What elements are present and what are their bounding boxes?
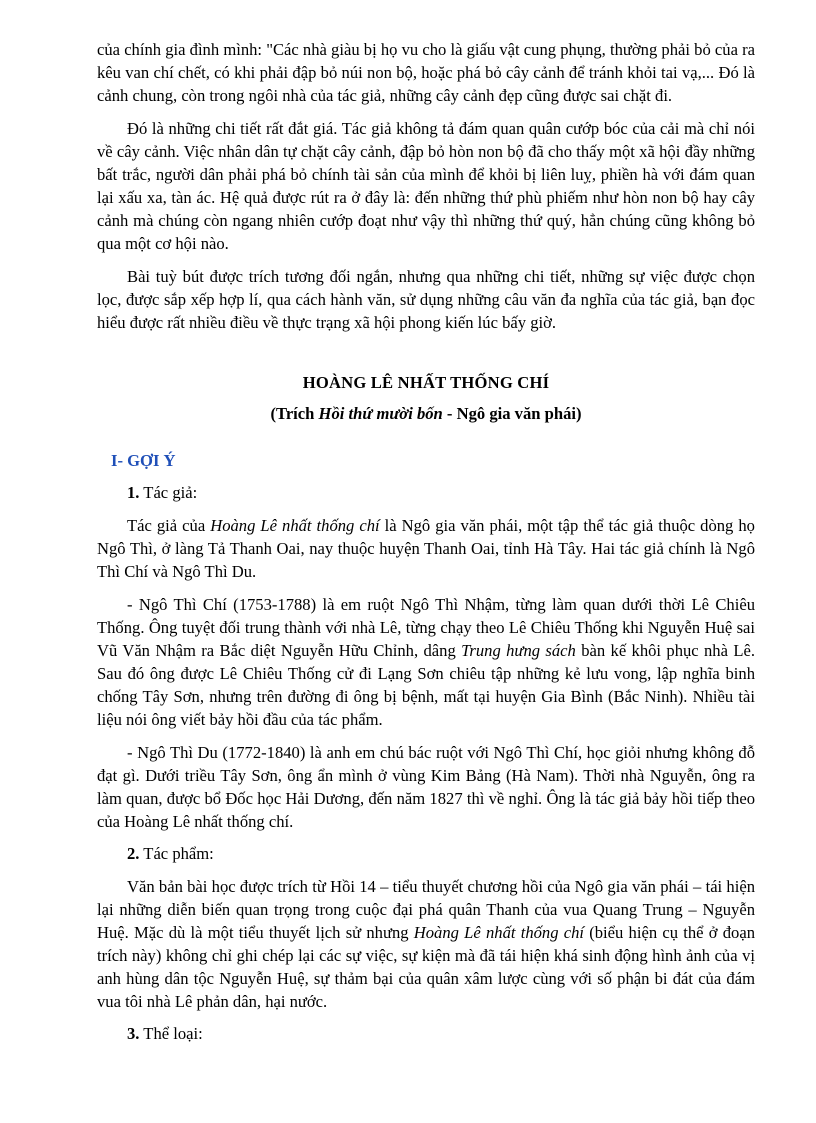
- subtitle-italic: Hồi thứ mười bốn: [318, 404, 443, 423]
- subheading-the-loai: [97, 1022, 755, 1045]
- paragraph-intro: của chính gia đình mình: "Các nhà giàu bị họ vu cho là giấu vật cung phụng, thường phải bỏ của ra kêu van chí chết, có khi phải đập bỏ núi non bộ, hoặc phá bỏ cây cảnh để tránh khỏi tai vạ,... Đó là cảnh chung, còn trong ngôi nhà của tác giả, những cây cảnh đẹp cũng được sai chặt đi.: [97, 40, 755, 105]
- italic-run: Hoàng Lê nhất thống chí: [210, 516, 380, 535]
- document-page: [97, 38, 755, 1045]
- subheading-tac-gia: [97, 481, 755, 504]
- italic-run: Hoàng Lê nhất thống chí: [413, 923, 585, 942]
- text-run: Tác giả của: [127, 516, 211, 535]
- paragraph-author-intro: [97, 514, 755, 583]
- paragraph-summary: Bài tuỳ bút được trích tương đối ngắn, nhưng qua những chi tiết, những sự việc được chọn lọc, được sắp xếp hợp lí, qua cách hành văn, sử dụng những câu văn đa nghĩa của tác giả, bạn đọc hiểu được rất nhiều điều về thực trạng xã hội phong kiến lúc bấy giờ.: [97, 267, 755, 332]
- section-heading: I- GỢI Ý: [111, 451, 176, 470]
- subheading-number: 2.: [127, 844, 140, 863]
- subheading-number: 3.: [127, 1024, 140, 1043]
- page-subtitle: [97, 402, 755, 425]
- italic-run: Trung hưng sách: [461, 641, 576, 660]
- text-run: (biểu hiện cụ thể ở đoạn trích này) không chỉ ghi chép lại các sự việc, sự kiện mà đã tái hiện khá sinh động hình ảnh của vị anh hùng dân tộc Nguyễn Huệ, sự thảm bại của quân xâm lược cùng với số phận bi đát của đám vua tôi nhà Lê phản dân, hại nước.: [97, 923, 755, 1011]
- subheading-label: Tác giả:: [139, 483, 198, 502]
- subheading-number: 1.: [127, 483, 140, 502]
- text-run: bàn kế khôi phục nhà Lê. Sau đó ông được Lê Chiêu Thống cử đi Lạng Sơn chiêu tập những kẻ lưu vong, lập nghĩa binh chống Tây Sơn, nhưng trên đường đi ông bị bệnh, mất tại huyện Gia Bình (Bắc Ninh). Nhiều tài liệu nói ông viết bảy hồi đầu của tác phẩm.: [97, 641, 755, 729]
- subtitle-close: - Ngô gia văn phái): [442, 404, 582, 423]
- text-run: Văn bản bài học được trích từ Hồi 14 – tiểu thuyết chương hồi của Ngô gia văn phái – tái hiện lại những diễn biến quan trọng trong cuộc đại phá quân Thanh của vua Quang Trung – Nguyễn Huệ. Mặc dù là một tiểu thuyết lịch sử nhưng: [97, 877, 755, 942]
- subtitle-open: (Trích: [270, 404, 319, 423]
- paragraph-work: [97, 875, 755, 1013]
- subheading-tac-pham: [97, 842, 755, 865]
- page-title: HOÀNG LÊ NHẤT THỐNG CHÍ: [302, 373, 550, 392]
- subheading-label: Tác phẩm:: [139, 844, 214, 863]
- paragraph-details: Đó là những chi tiết rất đắt giá. Tác giả không tả đám quan quân cướp bóc của cải mà chỉ nói về cây cảnh. Việc nhân dân tự chặt cây cảnh, đập bỏ hòn non bộ đã cho thấy một xã hội đầy những bất trắc, người dân phải phá bỏ chính tài sản của mình để khỏi bị liên luỵ, phiền hà với đám quan lại xấu xa, tàn ác. Hệ quả được rút ra ở đây là: đến những thứ phù phiếm như hòn non bộ hay cây cảnh mà chúng còn ngang nhiên cướp đoạt như vậy thì những thứ quý, hẳn chúng cũng không bỏ qua một cơ hội nào.: [97, 119, 755, 253]
- subheading-label: Thể loại:: [139, 1024, 203, 1043]
- paragraph-ngo-thi-chi: [97, 593, 755, 731]
- text-run: là Ngô gia văn phái, một tập thể tác giả thuộc dòng họ Ngô Thì, ở làng Tả Thanh Oai, nay thuộc huyện Thanh Oai, tỉnh Hà Tây. Hai tác giả chính là Ngô Thì Chí và Ngô Thì Du.: [97, 516, 755, 581]
- text-run: - Ngô Thì Chí (1753-1788) là em ruột Ngô Thì Nhậm, từng làm quan dưới thời Lê Chiêu Thống. Ông tuyệt đối trung thành với nhà Lê, từng chạy theo Lê Chiêu Thống khi Nguyễn Huệ sai Vũ Văn Nhậm ra Bắc diệt Nguyễn Hữu Chỉnh, dâng: [97, 595, 755, 660]
- paragraph-ngo-thi-du: - Ngô Thì Du (1772-1840) là anh em chú bác ruột với Ngô Thì Chí, học giỏi nhưng không đỗ đạt gì. Dưới triều Tây Sơn, ông ẩn mình ở vùng Kim Bảng (Hà Nam). Thời nhà Nguyễn, ông ra làm quan, được bổ Đốc học Hải Dương, đến năm 1827 thì về nghỉ. Ông là tác giả bảy hồi tiếp theo của Hoàng Lê nhất thống chí.: [97, 743, 755, 831]
